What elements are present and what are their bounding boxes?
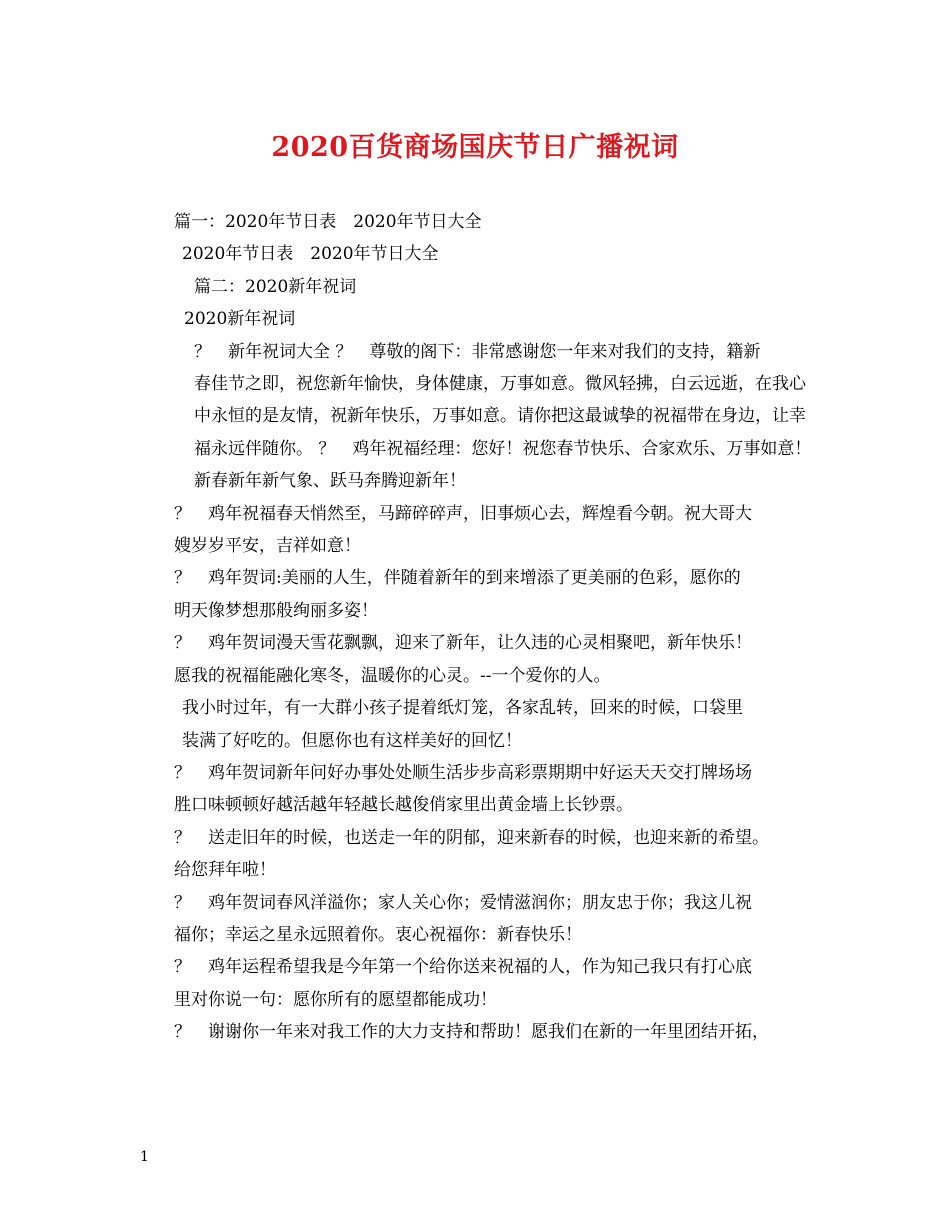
paragraph (138, 951, 814, 1016)
document-body (138, 206, 814, 1049)
paragraph-line: 我小时过年，有一大群小孩子提着纸灯笼，各家乱转，回来的时候，口袋里 (182, 698, 743, 719)
paragraph-line: 中永恒的是友情，祝新年快乐，万事如意。请你把这最诚挚的祝福带在身边，让幸 (194, 406, 806, 427)
paragraph-line: 福你；幸运之星永远照着你。衷心祝福你：新春快乐！ (174, 924, 582, 945)
paragraph (138, 692, 814, 757)
paragraph-line: 福永远伴随你。 ？ 鸡年祝福经理：您好！祝您春节快乐、合家欢乐、万事如意！ (194, 438, 812, 459)
section-heading-part1: 篇一：2020年节日表 2020年节日大全 (174, 212, 482, 232)
paragraph (138, 887, 814, 952)
paragraph (138, 498, 814, 563)
paragraph-line: 给您拜年啦！ (174, 860, 276, 881)
section-heading-part2: 篇二：2020新年祝词 (194, 276, 357, 297)
paragraph-line: ？ 鸡年贺词漫天雪花飘飘，迎来了新年，让久违的心灵相聚吧，新年快乐！ (174, 633, 752, 654)
paragraph-line: 明天像梦想那般绚丽多姿！ (174, 600, 378, 621)
paragraph-line: 胜口味顿顿好越活越年轻越长越俊俏家里出黄金墙上长钞票。 (174, 795, 633, 816)
page-number: 1 (140, 1149, 149, 1165)
paragraph (138, 627, 814, 692)
paragraph-line: ？ 鸡年贺词:美丽的人生，伴随着新年的到来增添了更美丽的色彩，愿你的 (174, 568, 741, 589)
paragraph-line: 里对你说一句：愿你所有的愿望都能成功！ (174, 989, 497, 1010)
paragraph (138, 562, 814, 627)
paragraph-line: ？ 鸡年运程希望我是今年第一个给你送来祝福的人，作为知己我只有打心底 (174, 957, 752, 978)
paragraph-line: ？ 送走旧年的时候，也送走一年的阴郁，迎来新春的时候，也迎来新的希望。 (174, 827, 769, 848)
paragraph (138, 822, 814, 887)
paragraph-line: 装满了好吃的。但愿你也有这样美好的回忆！ (182, 730, 522, 751)
document-title: 2020百货商场国庆节日广播祝词 (271, 132, 679, 163)
paragraph-line: ？ 鸡年贺词新年问好办事处处顺生活步步高彩票期期中好运天天交打牌场场 (174, 762, 752, 783)
paragraph (138, 757, 814, 822)
paragraph-line: ？ 谢谢你一年来对我工作的大力支持和帮助！愿我们在新的一年里团结开拓， (174, 1022, 769, 1043)
paragraph (138, 1016, 814, 1048)
paragraph-line: 新春新年新气象、跃马奔腾迎新年！ (194, 471, 466, 492)
paragraph (138, 336, 814, 498)
paragraph-line: 春佳节之即，祝您新年愉快，身体健康，万事如意。微风轻拂，白云远逝，在我心 (194, 374, 806, 395)
paragraph-line: 嫂岁岁平安，吉祥如意！ (174, 536, 361, 557)
paragraph-line: ？ 鸡年祝福春天悄然至，马蹄碎碎声，旧事烦心去，辉煌看今朝。祝大哥大 (174, 503, 752, 524)
section-subheading-part2: 2020新年祝词 (184, 309, 296, 330)
section-subheading-part1: 2020年节日表 2020年节日大全 (182, 244, 439, 265)
paragraph-line: 愿我的祝福能融化寒冬，温暖你的心灵。--一个爱你的人。 (174, 665, 611, 686)
paragraph-line: ？ 鸡年贺词春风洋溢你；家人关心你；爱情滋润你；朋友忠于你；我这儿祝 (174, 892, 752, 913)
paragraph-line: ？ 新年祝词大全 ？ 尊敬的阁下：非常感谢您一年来对我们的支持，籍新 (194, 341, 761, 362)
